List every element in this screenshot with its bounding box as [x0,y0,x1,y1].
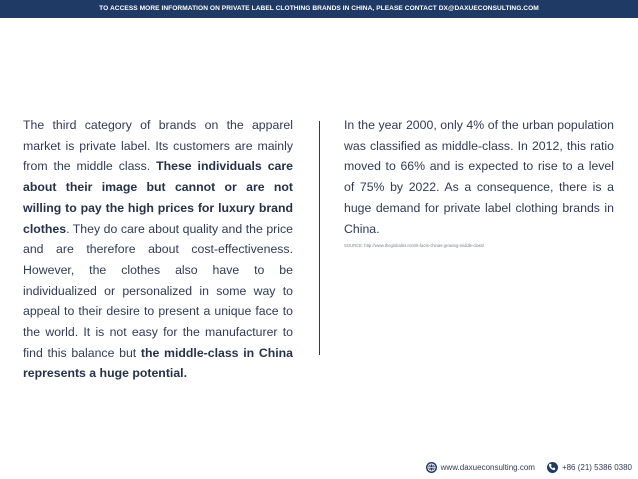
left-paragraph [23,115,293,384]
left-bold-2: the middle-class in China represents a huge potential. [23,345,293,381]
column-divider [319,121,320,355]
website-link[interactable]: www.daxueconsulting.com [440,462,535,472]
source-citation: SOURCE: http://www.theglobalist.com/6-facts-chinas-growing-middle-class/ [344,243,485,249]
phone-number[interactable]: +86 (21) 5386 0380 [561,462,632,472]
footer-contact [426,460,632,474]
top-banner [0,0,638,18]
left-text-2: . They do care about quality and the price and are therefore about cost-effectiveness. However, the clothes also have to be individualized or personalized in some way to appeal to their desire to present a unique face to the world. It is not easy for the manufacturer to find this balance but [23,221,293,360]
left-bold-1: These individuals care about their image but cannot or are not willing to pay the high prices for luxury brand clothes [23,159,294,236]
left-text-1: The third category of brands on the apparel market is private label. Its customers are mainly from the middle class. [23,118,293,174]
globe-icon [426,462,437,473]
right-paragraph: In the year 2000, only 4% of the urban population was classified as middle-class. In 2012, this ratio moved to 66% and is expected to rise to a level of 75% by 2022. As a consequence, there is a huge demand for private label clothing brands in China. [344,118,614,236]
left-column [23,115,293,384]
phone-icon [547,462,558,473]
banner-text: TO ACCESS MORE INFORMATION ON PRIVATE LABEL CLOTHING BRANDS IN CHINA, PLEASE CONTACT DX@DAXUECONSULTING.COM [99,5,539,12]
right-column [344,115,614,249]
